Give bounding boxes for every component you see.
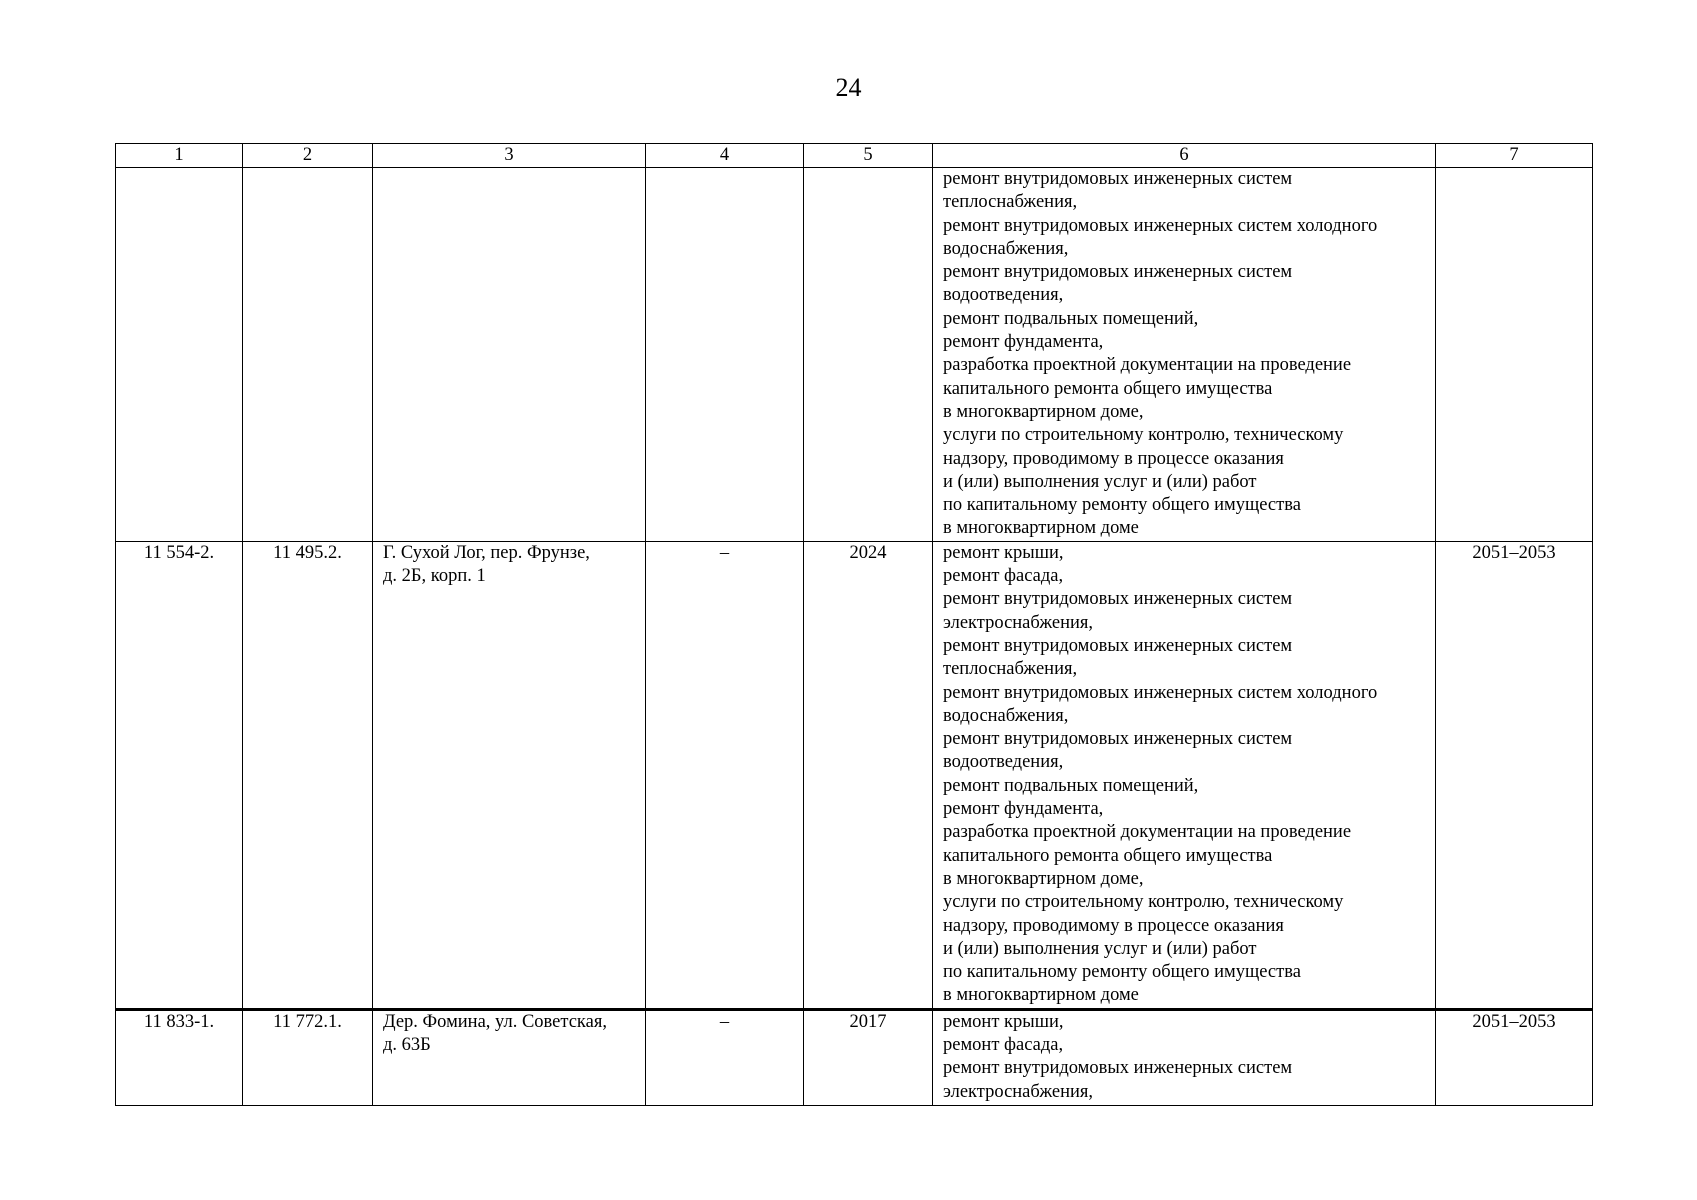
column-4-cell: – bbox=[646, 1009, 804, 1105]
work-item: ремонт внутридомовых инженерных систем bbox=[943, 1058, 1293, 1079]
address-cell bbox=[373, 541, 646, 1009]
work-item: по капитальному ремонту общего имущества bbox=[943, 962, 1301, 983]
column-4-cell: – bbox=[646, 541, 804, 1009]
work-item: надзору, проводимому в процессе оказания bbox=[943, 448, 1284, 469]
cell-empty bbox=[116, 168, 243, 542]
work-item: ремонт внутридомовых инженерных систем bbox=[943, 635, 1293, 656]
address-line: д. 63Б bbox=[383, 1035, 431, 1056]
address-cell bbox=[373, 1009, 646, 1105]
page-number: 24 bbox=[835, 73, 862, 102]
column-header-6: 6 bbox=[933, 144, 1436, 168]
table-row bbox=[116, 541, 1593, 1009]
works-list-cell bbox=[933, 1009, 1436, 1105]
period-cell: 2051–2053 bbox=[1436, 1009, 1593, 1105]
work-item: в многоквартирном доме, bbox=[943, 868, 1144, 889]
column-header-5: 5 bbox=[804, 144, 933, 168]
cell-empty bbox=[646, 168, 804, 542]
cell-empty bbox=[373, 168, 646, 542]
registry-number-cell: 11 772.1. bbox=[243, 1009, 373, 1105]
capital-repair-table bbox=[115, 143, 1593, 1106]
row-number-cell: 11 554-2. bbox=[116, 541, 243, 1009]
work-item: в многоквартирном доме bbox=[943, 518, 1139, 539]
address-line: Г. Сухой Лог, пер. Фрунзе, bbox=[383, 542, 590, 563]
work-item: ремонт подвальных помещений, bbox=[943, 775, 1199, 796]
work-item: ремонт фундамента, bbox=[943, 332, 1104, 353]
work-item: в многоквартирном доме bbox=[943, 985, 1139, 1006]
work-item: ремонт крыши, bbox=[943, 1011, 1064, 1032]
work-item: ремонт внутридомовых инженерных систем холодного bbox=[943, 215, 1378, 236]
cell-empty bbox=[1436, 168, 1593, 542]
works-list-cell bbox=[933, 541, 1436, 1009]
column-header-3: 3 bbox=[373, 144, 646, 168]
table-row-continuation bbox=[116, 168, 1593, 542]
work-item: водоотведения, bbox=[943, 285, 1064, 306]
column-header-4: 4 bbox=[646, 144, 804, 168]
column-header-1: 1 bbox=[116, 144, 243, 168]
work-item: в многоквартирном доме, bbox=[943, 401, 1144, 422]
work-item: услуги по строительному контролю, техническому bbox=[943, 892, 1344, 913]
row-number-cell: 11 833-1. bbox=[116, 1009, 243, 1105]
work-item: электроснабжения, bbox=[943, 612, 1094, 633]
works-list-cell bbox=[933, 168, 1436, 542]
work-item: и (или) выполнения услуг и (или) работ bbox=[943, 471, 1257, 492]
work-item: капитального ремонта общего имущества bbox=[943, 378, 1273, 399]
column-header-2: 2 bbox=[243, 144, 373, 168]
work-item: ремонт подвальных помещений, bbox=[943, 308, 1199, 329]
work-item: услуги по строительному контролю, техническому bbox=[943, 425, 1344, 446]
cell-empty bbox=[804, 168, 933, 542]
work-item: ремонт фасада, bbox=[943, 566, 1064, 587]
work-item: ремонт фасада, bbox=[943, 1035, 1064, 1056]
work-item: электроснабжения, bbox=[943, 1081, 1094, 1102]
work-item: разработка проектной документации на проведение bbox=[943, 822, 1352, 843]
year-cell: 2024 bbox=[804, 541, 933, 1009]
work-item: теплоснабжения, bbox=[943, 192, 1078, 213]
column-number-header-row bbox=[116, 144, 1593, 168]
work-item: по капитальному ремонту общего имущества bbox=[943, 495, 1301, 516]
work-item: ремонт крыши, bbox=[943, 542, 1064, 563]
year-cell: 2017 bbox=[804, 1009, 933, 1105]
work-item: теплоснабжения, bbox=[943, 659, 1078, 680]
work-item: ремонт фундамента, bbox=[943, 799, 1104, 820]
column-header-7: 7 bbox=[1436, 144, 1593, 168]
work-item: ремонт внутридомовых инженерных систем холодного bbox=[943, 682, 1378, 703]
work-item: ремонт внутридомовых инженерных систем bbox=[943, 262, 1293, 283]
work-item: водоснабжения, bbox=[943, 705, 1069, 726]
work-item: ремонт внутридомовых инженерных систем bbox=[943, 729, 1293, 750]
registry-number-cell: 11 495.2. bbox=[243, 541, 373, 1009]
period-cell: 2051–2053 bbox=[1436, 541, 1593, 1009]
work-item: разработка проектной документации на проведение bbox=[943, 355, 1352, 376]
address-line: д. 2Б, корп. 1 bbox=[383, 566, 486, 587]
work-item: ремонт внутридомовых инженерных систем bbox=[943, 589, 1293, 610]
work-item: водоснабжения, bbox=[943, 238, 1069, 259]
work-item: ремонт внутридомовых инженерных систем bbox=[943, 169, 1293, 189]
work-item: водоотведения, bbox=[943, 752, 1064, 773]
work-item: и (или) выполнения услуг и (или) работ bbox=[943, 938, 1257, 959]
work-item: надзору, проводимому в процессе оказания bbox=[943, 915, 1284, 936]
address-line: Дер. Фомина, ул. Советская, bbox=[383, 1011, 607, 1032]
work-item: капитального ремонта общего имущества bbox=[943, 845, 1273, 866]
cell-empty bbox=[243, 168, 373, 542]
table-row bbox=[116, 1009, 1593, 1105]
